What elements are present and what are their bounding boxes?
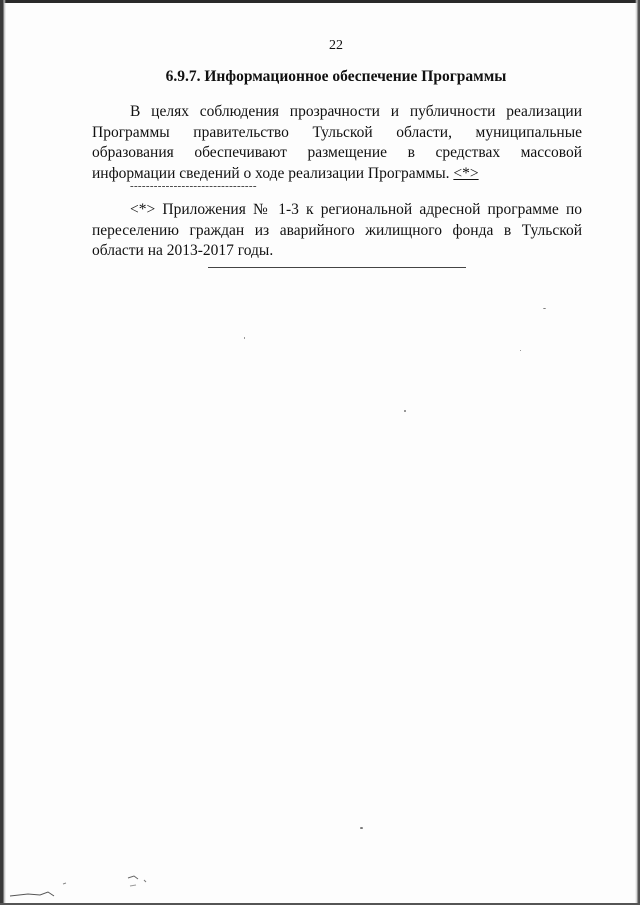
scan-speck bbox=[543, 308, 546, 309]
section-title: 6.9.7. Информационное обеспечение Программы bbox=[165, 68, 507, 85]
page-number: 22 bbox=[329, 38, 343, 53]
scan-artifact-scribble bbox=[8, 870, 168, 900]
footnote-text: <*> Приложения № 1-3 к региональной адресной программе по переселению граждан из аварийного жилищного фонда в Тульской области на 2013-2017 годы. bbox=[92, 201, 582, 259]
scan-edge-top bbox=[0, 0, 640, 3]
scan-speck bbox=[244, 337, 245, 339]
scan-speck bbox=[404, 410, 406, 412]
footnote-reference-link[interactable]: <*> bbox=[453, 164, 479, 182]
footnote-separator: -------------------------------- bbox=[130, 180, 257, 192]
scan-edge-left bbox=[0, 0, 6, 905]
body-paragraph bbox=[92, 102, 582, 184]
body-paragraph-text: В целях соблюдения прозрачности и публичности реализации Программы правительство Тульской области, муниципальные образования обеспечивают размещение в средствах массовой информации сведений о ходе реализации Программы. bbox=[92, 103, 582, 182]
scan-edge-right bbox=[635, 0, 640, 905]
end-rule-divider bbox=[208, 267, 466, 268]
scan-speck bbox=[360, 827, 363, 829]
scan-speck bbox=[520, 350, 521, 351]
